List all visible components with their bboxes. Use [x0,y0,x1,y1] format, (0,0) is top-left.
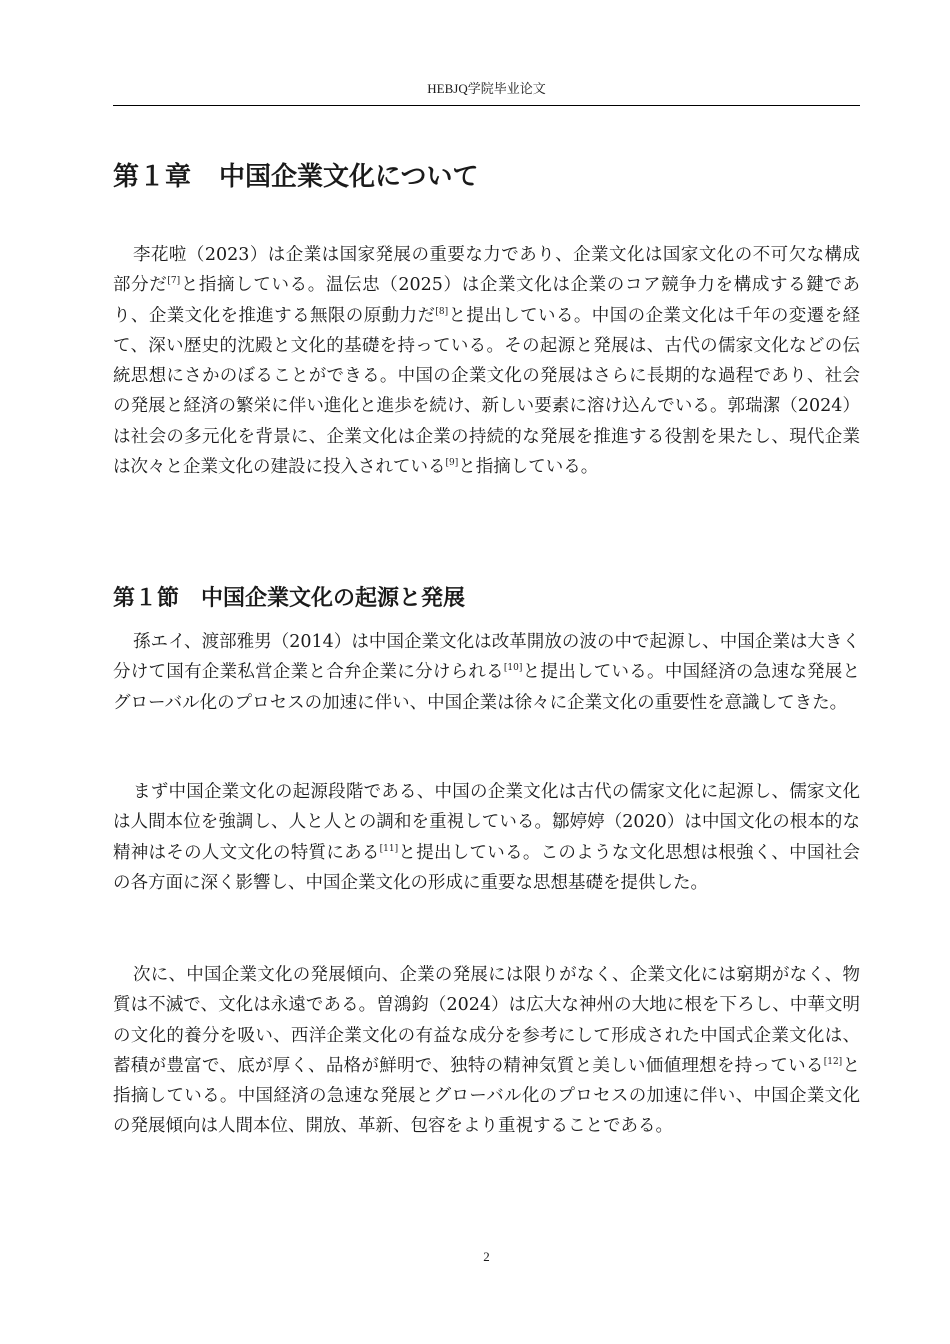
citation-marker: [11] [379,843,399,854]
paragraph-text: 孫エイ、渡部雅男（2014）は中国企業文化は改革開放の波の中で起源し、中国企業は大きく分けて国有企業私営企業と合弁企業に分けられる [113,632,860,683]
citation-marker: [12] [823,1057,843,1068]
chapter-number: 第１章 [113,162,192,192]
citation-marker: [10] [503,663,523,674]
paragraph-development-trend [113,960,860,1142]
paragraph-text: と指摘している。 [458,457,599,478]
paragraph-origin [113,627,860,718]
paragraph-text: 李花啦（2023）は企業は国家発展の重要な力であり、企業文化は国家文化の不可欠な構成部分だ [113,245,860,296]
citation-marker: [9] [445,458,459,469]
chapter-title: 中国企業文化について [219,162,479,192]
paragraph-confucian-origin [113,777,860,898]
section-heading [113,582,465,616]
section-title: 中国企業文化の起源と発展 [201,586,466,611]
header-rule [113,105,860,106]
paragraph-text: 次に、中国企業文化の発展傾向、企業の発展には限りがなく、企業文化には窮期がなく、物質は不滅で、文化は永遠である。曽鴻鈞（2024）は広大な神州の大地に根を下ろし、中華文明の文化的養分を吸い、西洋企業文化の有益な成分を参考にして形成された中国式企業文化は、蓄積が豊富で、底が厚く、品格が鮮明で、独特の精神気質と美しい価値理想を持っている [113,965,860,1076]
paragraph-text: と指摘している。中国経済の急速な発展とグローバル化のプロセスの加速に伴い、中国企業文化の発展傾向は人間本位、開放、革新、包容をより重視することである。 [113,1055,860,1137]
paragraph-chapter-intro [113,240,860,482]
paragraph-text: と提出している。中国の企業文化は千年の変遷を経て、深い歴史的沈殿と文化的基礎を持っている。その起源と発展は、古代の儒家文化などの伝統思想にさかのぼることができる。中国の企業文化の発展はさらに長期的な過程であり、社会の発展と経済の繁栄に伴い進化と進歩を続け、新しい要素に溶け込んでいる。郭瑞潔（2024）は社会の多元化を背景に、企業文化は企業の持続的な発展を推進する役割を果たし、現代企業は次々と企業文化の建設に投入されている [113,305,861,478]
page-number: 2 [483,1249,490,1264]
paragraph-text: と指摘している。温伝忠（2025）は企業文化は企業のコア競争力を構成する鍵であり、企業文化を推進する無限の原動力だ [113,275,860,326]
paragraph-text: まず中国企業文化の起源段階である、中国の企業文化は古代の儒家文化に起源し、儒家文化は人間本位を強調し、人と人との調和を重視している。鄒婷婷（2020）は中国文化の根本的な精神はその人文文化の特質にある [113,782,860,863]
paragraph-text: と提出している。このような文化思想は根強く、中国社会の各方面に深く影響し、中国企業文化の形成に重要な思想基礎を提供した。 [113,842,860,893]
section-number: 第１節 [113,586,180,611]
citation-marker: [7] [167,276,181,287]
running-header: HEBJQ学院毕业论文 [427,81,546,96]
citation-marker: [8] [435,306,449,317]
chapter-heading [113,159,479,195]
paragraph-text: と提出している。中国経済の急速な発展とグローバル化のプロセスの加速に伴い、中国企業は徐々に企業文化の重要性を意識してきた。 [113,662,861,713]
